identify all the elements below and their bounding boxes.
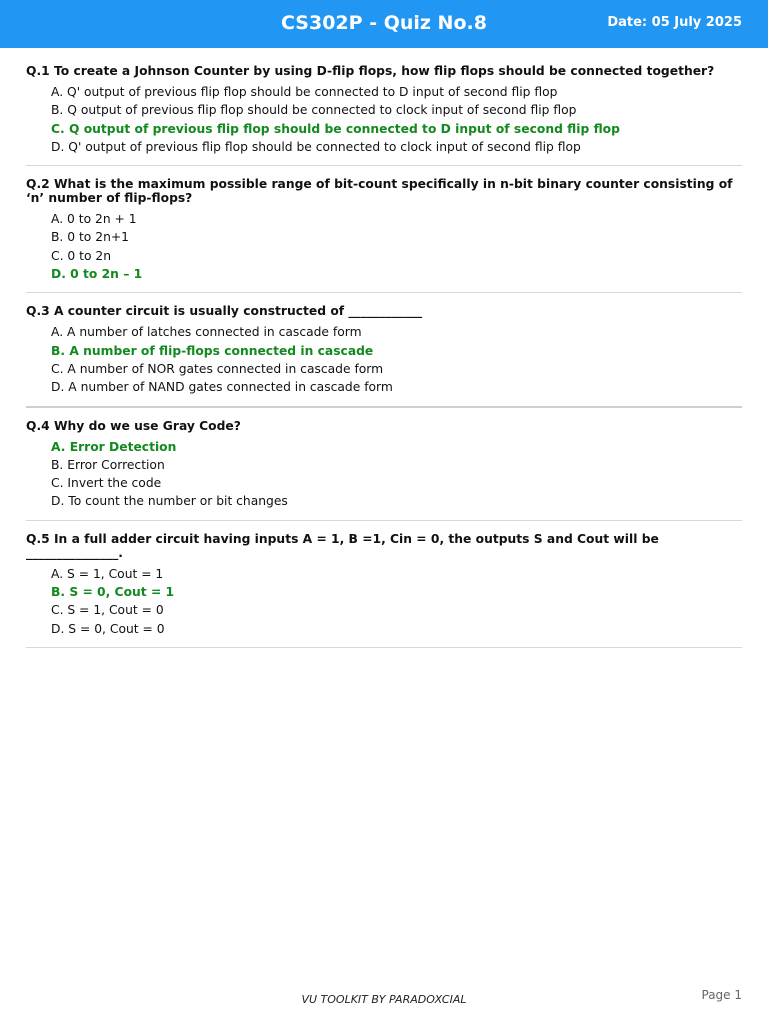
- question-text: Q.4 Why do we use Gray Code?: [26, 418, 241, 433]
- option-list: [26, 565, 742, 638]
- question-text: Q.2 What is the maximum possible range of bit-count specifically in n-bit binary counter consisting of ‘n’ number of flip-flops?: [26, 177, 733, 206]
- option-b-correct: B. A number of flip-flops connected in cascade: [51, 343, 374, 358]
- option-list: [26, 323, 742, 396]
- header-bar: [0, 0, 768, 48]
- footer-credit: VU TOOLKIT BY PARADOXCIAL: [301, 993, 467, 1006]
- question-text: Q.5 In a full adder circuit having inputs A = 1, B =1, Cin = 0, the outputs S and Cout will be _______________.: [26, 531, 659, 560]
- option-d-correct: D. 0 to 2n – 1: [51, 267, 143, 282]
- option-c: C. S = 1, Cout = 0: [51, 603, 164, 618]
- option-a-correct: A. Error Detection: [51, 439, 177, 454]
- question-text: Q.1 To create a Johnson Counter by using D-flip flops, how flip flops should be connected together?: [26, 64, 715, 78]
- option-list: [26, 83, 742, 156]
- option-b: B. Q output of previous flip flop should be connected to clock input of second flip flop: [51, 103, 577, 118]
- option-c: C. A number of NOR gates connected in cascade form: [51, 361, 384, 376]
- option-b-correct: B. S = 0, Cout = 1: [51, 585, 175, 600]
- option-a: A. A number of latches connected in cascade form: [51, 325, 362, 340]
- question-5: [26, 529, 742, 648]
- option-c: C. Invert the code: [51, 476, 162, 491]
- option-a: A. Q' output of previous flip flop should be connected to D input of second flip flop: [51, 85, 558, 99]
- option-a: A. S = 1, Cout = 1: [51, 566, 164, 581]
- option-b: B. Error Correction: [51, 457, 165, 472]
- page-number: Page 1: [701, 988, 742, 1002]
- option-d: D. S = 0, Cout = 0: [51, 621, 165, 636]
- quiz-title: CS302P - Quiz No.8: [281, 12, 487, 34]
- option-b: B. 0 to 2n+1: [51, 230, 129, 245]
- option-c-correct: C. Q output of previous flip flop should be connected to D input of second flip flop: [51, 121, 620, 136]
- option-c: C. 0 to 2n: [51, 248, 112, 263]
- question-3: [26, 301, 742, 407]
- option-d: D. A number of NAND gates connected in cascade form: [51, 380, 393, 395]
- question-4: [26, 416, 742, 521]
- option-list: [26, 438, 742, 511]
- question-list: [26, 61, 742, 656]
- question-text: Q.3 A counter circuit is usually constructed of ____________: [26, 304, 423, 319]
- question-2: [26, 174, 742, 293]
- option-a: A. 0 to 2n + 1: [51, 212, 137, 227]
- option-d: D. Q' output of previous flip flop should be connected to clock input of second flip flop: [51, 139, 581, 154]
- option-list: [26, 210, 742, 283]
- option-d: D. To count the number or bit changes: [51, 494, 288, 509]
- question-1: [26, 61, 742, 166]
- quiz-date: Date: 05 July 2025: [607, 15, 742, 30]
